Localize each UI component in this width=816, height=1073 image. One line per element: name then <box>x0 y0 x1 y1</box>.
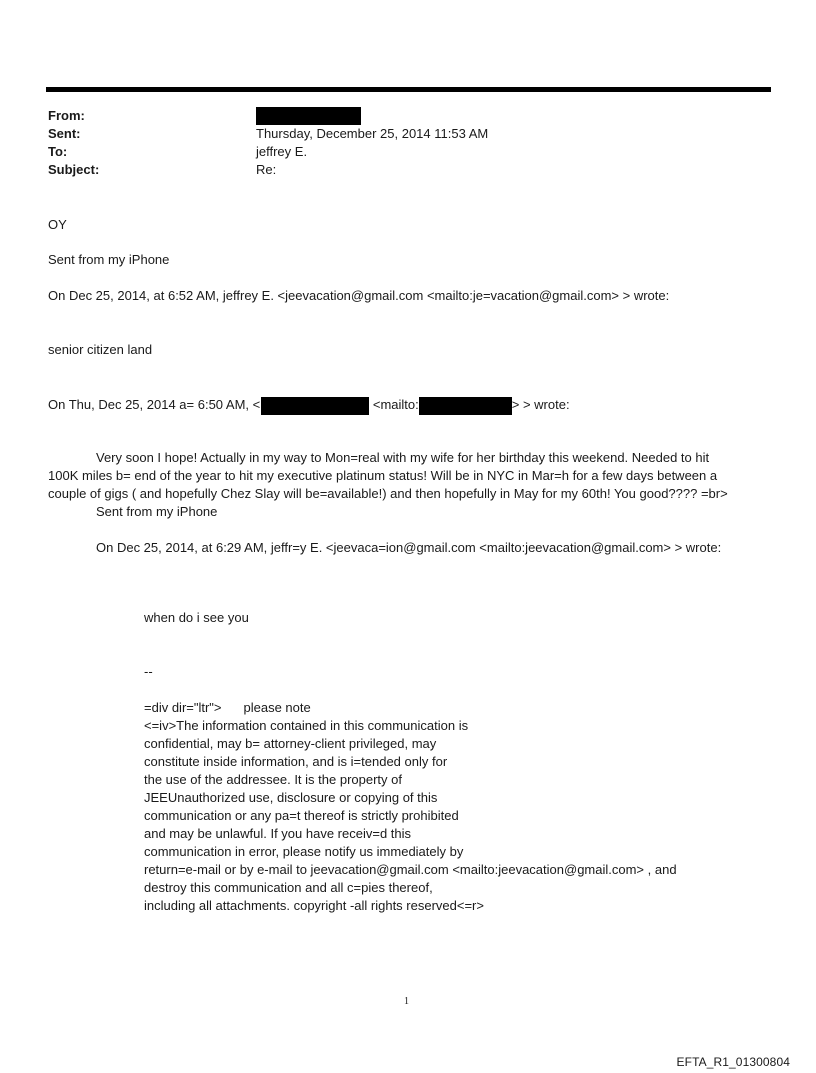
from-redaction <box>256 107 361 125</box>
separator: -- <box>144 664 153 679</box>
sender-redaction <box>261 397 369 415</box>
disclaimer-line: JEEUnauthorized use, disclosure or copying of this <box>144 790 438 805</box>
disclaimer-note: please note <box>243 700 311 715</box>
quote1-header: On Dec 25, 2014, at 6:52 AM, jeffrey E. <jeevacation@gmail.com <mailto:je=vacation@gmail.com> > wrote: <box>48 288 670 303</box>
quote2-header-pre: On Thu, Dec 25, 2014 a= 6:50 AM, < <box>48 397 261 412</box>
quote2-line: Very soon I hope! Actually in my way to Mon=real with my wife for her birthday this weekend. Needed to hit <box>96 450 710 465</box>
quote2-body <box>48 449 728 521</box>
disclaimer-line: the use of the addressee. It is the property of <box>144 772 402 787</box>
disclaimer-line: destroy this communication and all c=pies thereof, <box>144 880 433 895</box>
quote2-line: 100K miles b= end of the year to hit my executive platinum status! Will be in NYC in Mar=h for a few days between a <box>48 468 718 483</box>
quote2-header-mid: <mailto: <box>372 397 419 412</box>
disclaimer-first-line <box>144 699 677 717</box>
quote3-text: when do i see you <box>144 610 249 625</box>
to-value: jeffrey E. <box>256 144 308 159</box>
disclaimer <box>144 699 677 915</box>
quote2-header <box>48 396 570 415</box>
disclaimer-line: <=iv>The information contained in this communication is <box>144 718 469 733</box>
disclaimer-line: communication in error, please notify us immediately by <box>144 844 464 859</box>
disclaimer-div-tag: =div dir="ltr"> <box>144 700 222 715</box>
from-label: From: <box>48 108 85 123</box>
quote2-header-post: > > wrote: <box>511 397 570 412</box>
header-rule <box>46 87 771 92</box>
disclaimer-line: including all attachments. copyright -all rights reserved<=r> <box>144 898 484 913</box>
page-number: 1 <box>404 996 409 1007</box>
signature: Sent from my iPhone <box>48 252 170 267</box>
reply-text: OY <box>48 217 67 232</box>
disclaimer-line: and may be unlawful. If you have receiv=d this <box>144 826 412 841</box>
mailto-redaction <box>419 397 512 415</box>
quote2-signature: Sent from my iPhone <box>96 504 218 519</box>
subject-value: Re: <box>256 162 277 177</box>
quote3-header: On Dec 25, 2014, at 6:29 AM, jeffr=y E. <jeevaca=ion@gmail.com <mailto:jeevacation@gmail.com> > wrote: <box>96 540 722 555</box>
disclaimer-line: constitute inside information, and is i=tended only for <box>144 754 448 769</box>
disclaimer-line: return=e-mail or by e-mail to jeevacation@gmail.com <mailto:jeevacation@gmail.com> , and <box>144 862 677 877</box>
sent-value: Thursday, December 25, 2014 11:53 AM <box>256 126 489 141</box>
disclaimer-line: communication or any pa=t thereof is strictly prohibited <box>144 808 459 823</box>
to-label: To: <box>48 144 68 159</box>
subject-label: Subject: <box>48 162 100 177</box>
sent-label: Sent: <box>48 126 81 141</box>
disclaimer-line: confidential, may b= attorney-client privileged, may <box>144 736 437 751</box>
document-id: EFTA_R1_01300804 <box>676 1055 790 1069</box>
quote2-line: couple of gigs ( and hopefully Chez Slay will be=available!) and then hopefully in May for my 60th! You good???? =br> <box>48 486 728 501</box>
quote1-text: senior citizen land <box>48 342 153 357</box>
